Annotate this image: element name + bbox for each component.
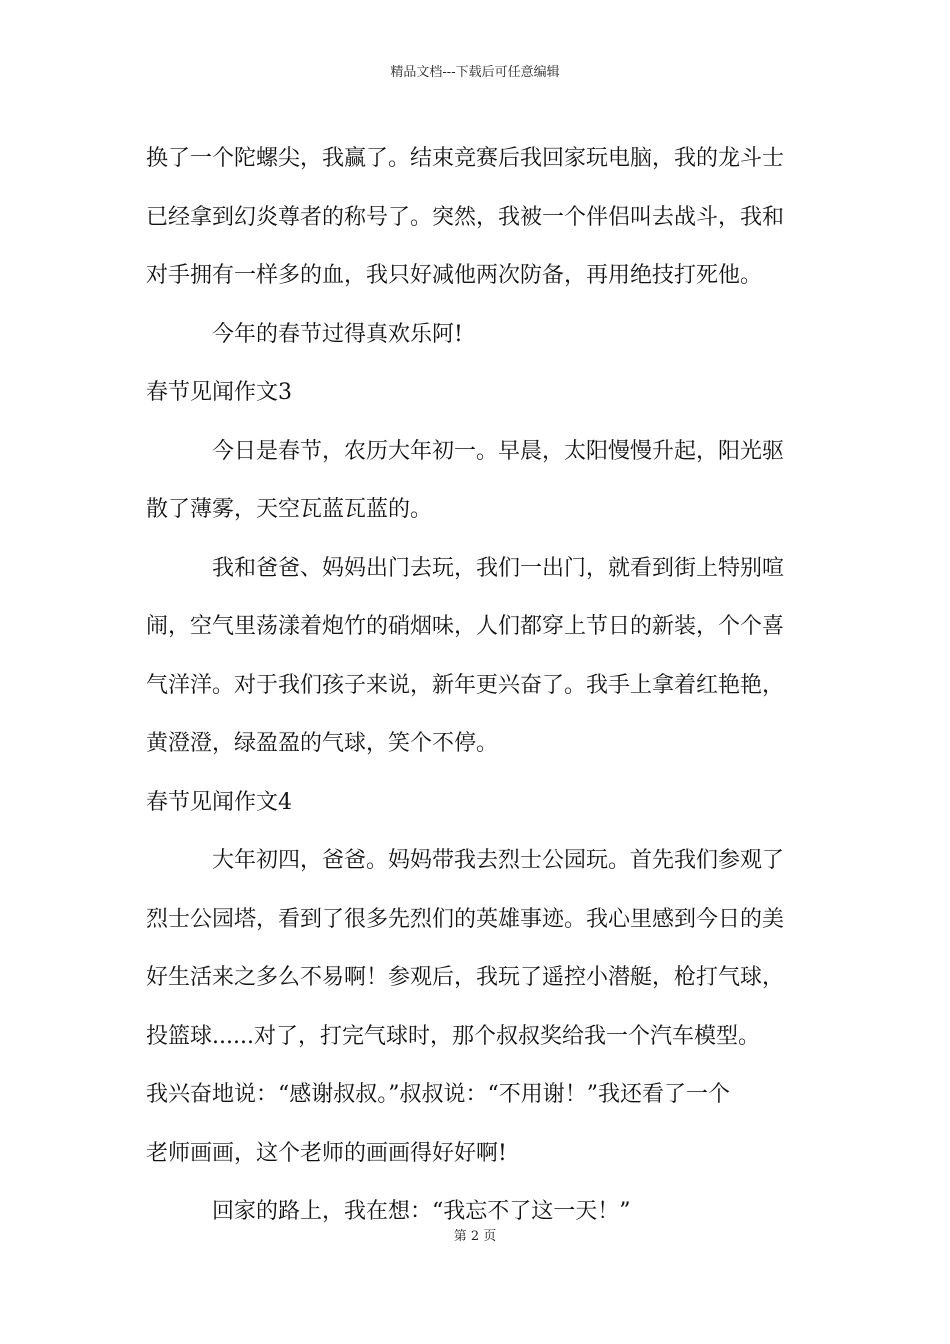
page-header: 精品文档---下载后可任意编辑: [390, 65, 560, 80]
section-heading-4: 春节见闻作文4: [146, 789, 292, 815]
text-line-19: 回家的路上，我在想：“我忘不了这一天！”: [212, 1199, 631, 1224]
text-line-13: 大年初四，爸爸。妈妈带我去烈士公园玩。首先我们参观了: [212, 848, 785, 873]
page-number: 第 2 页: [453, 1229, 497, 1244]
text-line-16: 投篮球......对了，打完气球时，那个叔叔奖给我一个汽车模型。: [146, 1023, 760, 1049]
text-line-2: 已经拿到幻炎尊者的称号了。突然，我被一个伴侣叫去战斗，我和: [146, 204, 785, 230]
text-line-10: 气洋洋。对于我们孩子来说，新年更兴奋了。我手上拿着红艳艳，: [146, 672, 785, 698]
text-line-14: 烈士公园塔，看到了很多先烈们的英雄事迹。我心里感到今日的美: [146, 906, 785, 932]
document-body: [146, 130, 818, 1242]
text-line-6: 今日是春节，农历大年初一。早晨，太阳慢慢升起，阳光驱: [212, 438, 785, 464]
text-line-9: 闹，空气里荡漾着炮竹的硝烟味，人们都穿上节日的新装，个个喜: [146, 614, 785, 639]
text-line-1: 换了一个陀螺尖，我赢了。结束竞赛后我回家玩电脑，我的龙斗士: [146, 146, 785, 171]
section-heading-3: 春节见闻作文3: [146, 380, 292, 405]
text-line-3: 对手拥有一样多的血，我只好减他两次防备，再用绝技打死他。: [146, 263, 763, 288]
text-line-7: 散了薄雾，天空瓦蓝瓦蓝的。: [146, 497, 433, 522]
text-line-18: 老师画画，这个老师的画画得好好啊!: [146, 1140, 507, 1166]
text-line-17: 我兴奋地说：“感谢叔叔。”叔叔说：“不用谢！”我还看了一个: [146, 1082, 730, 1107]
text-line-11: 黄澄澄，绿盈盈的气球，笑个不停。: [146, 731, 499, 756]
text-line-8: 我和爸爸、妈妈出门去玩，我们一出门，就看到街上特别喧: [212, 555, 785, 581]
text-line-4: 今年的春节过得真欢乐阿!: [212, 321, 463, 347]
text-line-15: 好生活来之多么不易啊！参观后，我玩了遥控小潜艇，枪打气球，: [146, 965, 785, 990]
